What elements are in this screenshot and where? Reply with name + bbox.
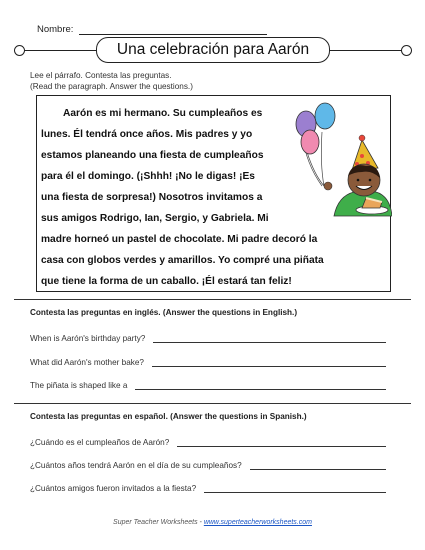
footer-brand: Super Teacher Worksheets - bbox=[113, 519, 204, 526]
story-line: que tiene la forma de un caballo. ¡Él estará tan feliz! bbox=[41, 276, 292, 287]
story-line: Aarón es mi hermano. Su cumpleaños es bbox=[63, 108, 263, 119]
question-text: ¿Cuántos amigos fueron invitados a la fiesta? bbox=[30, 484, 197, 493]
page-title: Una celebración para Aarón bbox=[96, 37, 330, 63]
answer-line[interactable] bbox=[250, 461, 386, 470]
question-row bbox=[30, 461, 386, 470]
title-left-cap bbox=[14, 45, 25, 56]
title-right-cap bbox=[401, 45, 412, 56]
story-line: una fiesta de sorpresa!) Nosotros invitamos a bbox=[41, 192, 263, 203]
question-row bbox=[30, 381, 386, 390]
divider bbox=[14, 403, 411, 404]
story-line: sus amigos Rodrigo, Ian, Sergio, y Gabriela. Mi bbox=[41, 213, 269, 224]
question-row bbox=[30, 484, 386, 493]
question-row bbox=[30, 334, 386, 343]
question-text: ¿Cuándo es el cumpleaños de Aarón? bbox=[30, 438, 170, 447]
answer-line[interactable] bbox=[204, 484, 386, 493]
question-text: When is Aarón's birthday party? bbox=[30, 334, 146, 343]
story-line: madre horneó un pastel de chocolate. Mi padre decoró la bbox=[41, 234, 318, 245]
footer-link[interactable]: www.superteacherworksheets.com bbox=[203, 519, 312, 526]
title-bar bbox=[14, 37, 412, 63]
answer-line[interactable] bbox=[135, 381, 386, 390]
story-line: para él el domingo. (¡Shhh! ¡No le digas! ¡Es bbox=[41, 171, 255, 182]
question-row bbox=[30, 438, 386, 447]
question-row bbox=[30, 358, 386, 367]
story-line: estamos planeando una fiesta de cumpleaños bbox=[41, 150, 264, 161]
name-label: Nombre: bbox=[37, 24, 74, 35]
instructions-english: (Read the paragraph. Answer the questions.) bbox=[30, 81, 193, 91]
story-line: casa con globos verdes y amarillos. Yo compré una piñata bbox=[41, 255, 324, 266]
spanish-section-heading: Contesta las preguntas en español. (Answer the questions in Spanish.) bbox=[30, 412, 307, 421]
story-line: lunes. Él tendrá once años. Mis padres y yo bbox=[41, 129, 253, 140]
divider bbox=[14, 299, 411, 300]
name-field-row bbox=[37, 24, 267, 35]
question-text: What did Aarón's mother bake? bbox=[30, 358, 144, 367]
answer-line[interactable] bbox=[152, 358, 386, 367]
answer-line[interactable] bbox=[153, 334, 386, 343]
instructions-spanish: Lee el párrafo. Contesta las preguntas. bbox=[30, 71, 172, 80]
question-text: ¿Cuántos años tendrá Aarón en el día de su cumpleaños? bbox=[30, 461, 242, 470]
english-section-heading: Contesta las preguntas en inglés. (Answer the questions in English.) bbox=[30, 308, 298, 317]
question-text: The piñata is shaped like a bbox=[30, 381, 128, 390]
instructions bbox=[30, 71, 193, 92]
birthday-boy-illustration bbox=[292, 94, 392, 224]
footer bbox=[0, 519, 425, 526]
name-line[interactable] bbox=[79, 25, 267, 35]
answer-line[interactable] bbox=[177, 438, 386, 447]
birthday-boy-icon bbox=[292, 94, 392, 224]
